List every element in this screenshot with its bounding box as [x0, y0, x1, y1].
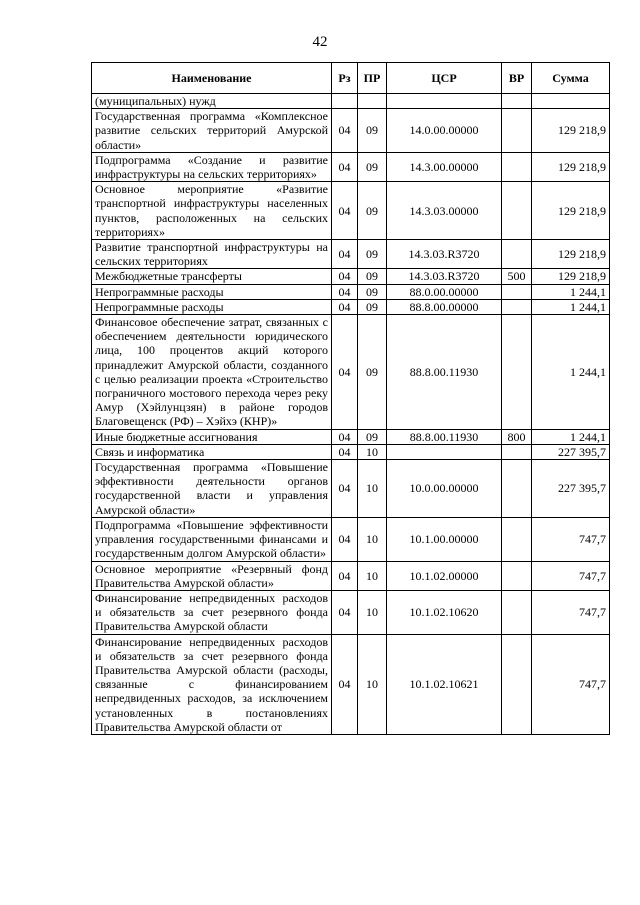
row-section: 04	[332, 634, 358, 734]
row-expense-type	[502, 634, 532, 734]
row-subsection: 09	[358, 429, 387, 444]
table-row	[92, 429, 610, 444]
row-name: Финансирование непредвиденных расходов и обязательств за счет резервного фонда Правительства Амурской области	[92, 590, 332, 634]
row-section: 04	[332, 109, 358, 153]
row-subsection: 10	[358, 561, 387, 590]
column-header-section: Рз	[332, 63, 358, 94]
page-number: 42	[312, 34, 328, 50]
budget-table	[91, 62, 610, 735]
row-amount: 1 244,1	[532, 315, 610, 430]
row-expense-type	[502, 561, 532, 590]
row-section: 04	[332, 315, 358, 430]
row-name: Иные бюджетные ассигнования	[92, 429, 332, 444]
row-amount: 1 244,1	[532, 429, 610, 444]
row-section: 04	[332, 590, 358, 634]
row-name: Государственная программа «Повышение эффективности деятельности органов государственной власти и управления Амурской области»	[92, 460, 332, 518]
row-amount: 747,7	[532, 561, 610, 590]
row-section: 04	[332, 561, 358, 590]
table-row	[92, 182, 610, 240]
row-subsection	[358, 94, 387, 109]
row-expense-type	[502, 299, 532, 314]
row-target-article: 88.8.00.11930	[387, 429, 502, 444]
row-subsection: 09	[358, 152, 387, 181]
row-expense-type: 500	[502, 269, 532, 284]
row-subsection: 09	[358, 269, 387, 284]
row-amount: 129 218,9	[532, 152, 610, 181]
row-target-article: 14.0.00.00000	[387, 109, 502, 153]
row-subsection: 10	[358, 517, 387, 561]
row-name: Связь и информатика	[92, 444, 332, 459]
row-target-article: 88.8.00.11930	[387, 315, 502, 430]
row-name: Межбюджетные трансферты	[92, 269, 332, 284]
row-amount: 129 218,9	[532, 240, 610, 269]
row-target-article: 14.3.03.R3720	[387, 240, 502, 269]
row-section: 04	[332, 182, 358, 240]
table-row	[92, 517, 610, 561]
column-header-expense-type: ВР	[502, 63, 532, 94]
row-amount: 747,7	[532, 590, 610, 634]
row-amount: 747,7	[532, 634, 610, 734]
row-subsection: 10	[358, 460, 387, 518]
row-expense-type	[502, 240, 532, 269]
row-section: 04	[332, 152, 358, 181]
row-subsection: 10	[358, 590, 387, 634]
row-amount: 227 395,7	[532, 460, 610, 518]
row-subsection: 09	[358, 109, 387, 153]
row-section: 04	[332, 284, 358, 299]
row-name: Основное мероприятие «Развитие транспортной инфраструктуры населенных пунктов, расположенных на сельских территориях»	[92, 182, 332, 240]
row-amount: 747,7	[532, 517, 610, 561]
row-name: Непрограммные расходы	[92, 284, 332, 299]
table-row	[92, 94, 610, 109]
row-name: Непрограммные расходы	[92, 299, 332, 314]
row-target-article: 88.8.00.00000	[387, 299, 502, 314]
row-amount: 129 218,9	[532, 269, 610, 284]
row-subsection: 09	[358, 182, 387, 240]
row-amount: 129 218,9	[532, 109, 610, 153]
row-target-article: 14.3.00.00000	[387, 152, 502, 181]
row-expense-type	[502, 315, 532, 430]
row-name: Основное мероприятие «Резервный фонд Правительства Амурской области»	[92, 561, 332, 590]
row-amount: 1 244,1	[532, 299, 610, 314]
row-name: Подпрограмма «Повышение эффективности управления государственными финансами и государственным долгом Амурской области»	[92, 517, 332, 561]
row-section: 04	[332, 444, 358, 459]
row-expense-type	[502, 152, 532, 181]
row-target-article: 10.1.00.00000	[387, 517, 502, 561]
row-section: 04	[332, 240, 358, 269]
row-name: Государственная программа «Комплексное развитие сельских территорий Амурской области»	[92, 109, 332, 153]
table-row	[92, 284, 610, 299]
row-expense-type	[502, 590, 532, 634]
table-row	[92, 299, 610, 314]
table-header-row	[92, 63, 610, 94]
row-name: Финансовое обеспечение затрат, связанных с обеспечением деятельности юридического лица, 100 процентов акций которого принадлежит Амурской области, созданного с целью реализации проекта «Строительство пограничного мостового перехода через реку Амур (Хэйлунцзян) в районе городов Благовещенск (РФ) – Хэйхэ (КНР)»	[92, 315, 332, 430]
row-section: 04	[332, 429, 358, 444]
row-target-article	[387, 444, 502, 459]
row-amount: 227 395,7	[532, 444, 610, 459]
row-subsection: 09	[358, 315, 387, 430]
row-subsection: 09	[358, 240, 387, 269]
column-header-name: Наименование	[92, 63, 332, 94]
row-target-article: 10.1.02.10620	[387, 590, 502, 634]
row-expense-type	[502, 182, 532, 240]
column-header-subsection: ПР	[358, 63, 387, 94]
table-row	[92, 444, 610, 459]
row-expense-type: 800	[502, 429, 532, 444]
row-section: 04	[332, 269, 358, 284]
row-subsection: 10	[358, 444, 387, 459]
table-row	[92, 315, 610, 430]
row-name: Финансирование непредвиденных расходов и обязательств за счет резервного фонда Правительства Амурской области (расходы, связанные с финансированием непредвиденных расходов, за исключением установленных в постановлениях Правительства Амурской области от	[92, 634, 332, 734]
table-row	[92, 590, 610, 634]
row-section: 04	[332, 460, 358, 518]
row-expense-type	[502, 94, 532, 109]
table-row	[92, 109, 610, 153]
row-expense-type	[502, 444, 532, 459]
table-row	[92, 634, 610, 734]
row-target-article: 10.1.02.00000	[387, 561, 502, 590]
row-subsection: 10	[358, 634, 387, 734]
column-header-target-article: ЦСР	[387, 63, 502, 94]
row-target-article: 88.0.00.00000	[387, 284, 502, 299]
row-section	[332, 94, 358, 109]
row-amount: 1 244,1	[532, 284, 610, 299]
row-expense-type	[502, 109, 532, 153]
row-target-article: 10.0.00.00000	[387, 460, 502, 518]
row-expense-type	[502, 284, 532, 299]
row-amount	[532, 94, 610, 109]
row-name: Подпрограмма «Создание и развитие инфраструктуры на сельских территориях»	[92, 152, 332, 181]
row-subsection: 09	[358, 299, 387, 314]
table-row	[92, 460, 610, 518]
row-expense-type	[502, 517, 532, 561]
table-row	[92, 269, 610, 284]
row-subsection: 09	[358, 284, 387, 299]
row-target-article: 10.1.02.10621	[387, 634, 502, 734]
row-name: (муниципальных) нужд	[92, 94, 332, 109]
row-amount: 129 218,9	[532, 182, 610, 240]
table-row	[92, 240, 610, 269]
row-target-article: 14.3.03.00000	[387, 182, 502, 240]
row-section: 04	[332, 517, 358, 561]
row-target-article: 14.3.03.R3720	[387, 269, 502, 284]
row-name: Развитие транспортной инфраструктуры на сельских территориях	[92, 240, 332, 269]
table-row	[92, 152, 610, 181]
row-expense-type	[502, 460, 532, 518]
row-section: 04	[332, 299, 358, 314]
row-target-article	[387, 94, 502, 109]
column-header-amount: Сумма	[532, 63, 610, 94]
table-row	[92, 561, 610, 590]
